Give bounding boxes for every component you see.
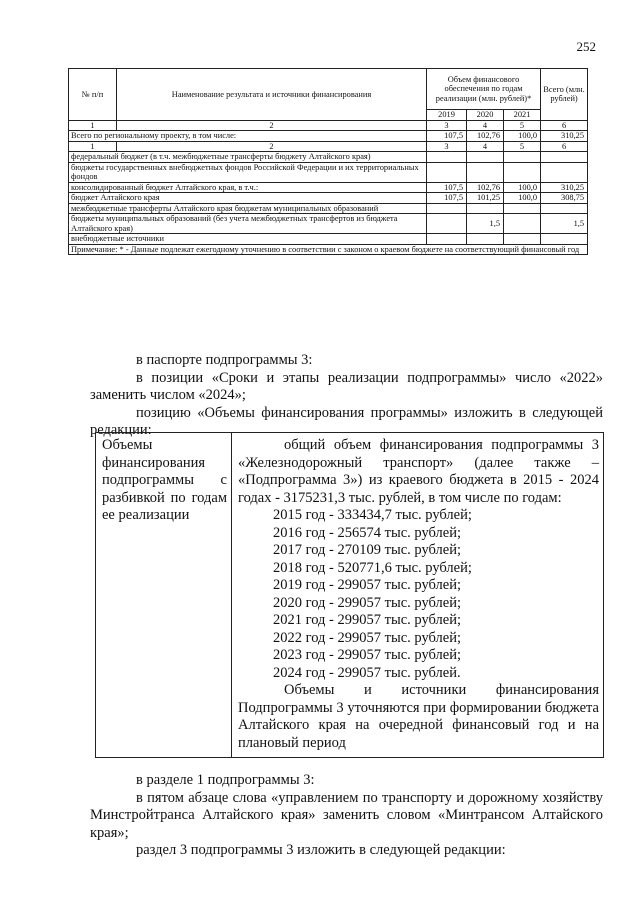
value-cell: 310,25 [541, 182, 588, 193]
value-cell [504, 162, 541, 182]
value-cell [427, 214, 467, 234]
header-year: 2021 [504, 110, 541, 121]
year-amount: 2020 год - 299057 тыс. рублей; [273, 594, 461, 611]
header-name: Наименование результата и источники финансирования [117, 69, 427, 121]
row-label: межбюджетные трансферты Алтайского края бюджетам муниципальных образований [69, 203, 427, 214]
index-cell: 5 [504, 120, 541, 131]
table-index-row [69, 141, 588, 152]
table-row [69, 214, 588, 234]
table-row [69, 162, 588, 182]
row-label: бюджеты государственных внебюджетных фондов Российской Федерации и их территориальных фондов [69, 162, 427, 182]
row-label: консолидированный бюджет Алтайского края, в т.ч.: [69, 182, 427, 193]
year-amount: 2022 год - 299057 тыс. рублей; [273, 629, 461, 646]
instructions-block-2 [90, 772, 603, 860]
index-cell: 3 [427, 120, 467, 131]
year-amount: 2024 год - 299057 тыс. рублей. [273, 664, 461, 681]
row-label: бюджет Алтайского края [69, 193, 427, 204]
paragraph: в пятом абзаце слова «управлением по транспорту и дорожному хозяйству Минстройтранса Алтайского края» заменить словом «Минтрансом Алтайского края»; [90, 789, 603, 841]
value-cell: 101,25 [467, 193, 504, 204]
value-cell [504, 152, 541, 163]
financing-table [68, 68, 588, 255]
paragraph: в разделе 1 подпрограммы 3: [136, 772, 315, 788]
table-row [69, 182, 588, 193]
table-row [69, 193, 588, 204]
index-cell: 4 [467, 120, 504, 131]
year-amount: 2023 год - 299057 тыс. рублей; [273, 647, 461, 663]
index-cell: 6 [541, 120, 588, 131]
passport-field-value [232, 433, 604, 758]
header-total: Всего (млн. рублей) [541, 69, 588, 121]
header-num: № п/п [69, 69, 117, 121]
value-cell: 100,0 [504, 182, 541, 193]
value-cell: 107,5 [427, 131, 467, 142]
index-cell: 3 [427, 141, 467, 152]
page-number: 252 [576, 39, 596, 54]
value-cell: 310,25 [541, 131, 588, 142]
value-cell [541, 152, 588, 163]
year-amount: 2021 год - 299057 тыс. рублей; [273, 612, 461, 628]
table-note-row [69, 244, 588, 255]
value-cell [427, 162, 467, 182]
value-cell [427, 234, 467, 245]
table-row [69, 152, 588, 163]
value-cell [467, 203, 504, 214]
index-cell: 5 [504, 141, 541, 152]
paragraph: в позиции «Сроки и этапы реализации подпрограммы» число «2022» заменить числом «2024»; [90, 369, 603, 403]
header-year: 2019 [427, 110, 467, 121]
index-cell: 2 [117, 141, 427, 152]
value-cell [427, 203, 467, 214]
header-year: 2020 [467, 110, 504, 121]
table-total-row [69, 131, 588, 142]
value-cell: 102,76 [467, 182, 504, 193]
index-cell: 6 [541, 141, 588, 152]
value-cell [541, 203, 588, 214]
value-cell: 1,5 [541, 214, 588, 234]
value-cell: 107,5 [427, 182, 467, 193]
instructions-block-1 [90, 352, 603, 440]
value-cell: 100,0 [504, 193, 541, 204]
value-cell [427, 152, 467, 163]
index-cell: 4 [467, 141, 504, 152]
value-cell [467, 162, 504, 182]
value-cell [467, 234, 504, 245]
financing-rows [69, 152, 588, 245]
year-amount: 2017 год - 270109 тыс. рублей; [273, 542, 461, 558]
header-volume: Объем финансового обеспечения по годам реализации (млн. рублей)* [427, 69, 541, 110]
year-list [238, 507, 599, 682]
value-cell [541, 162, 588, 182]
value-cell: 107,5 [427, 193, 467, 204]
table-index-row [69, 120, 588, 131]
value-cell [467, 152, 504, 163]
year-amount: 2015 год - 333434,7 тыс. рублей; [273, 507, 472, 523]
value-cell [504, 234, 541, 245]
table-note: Примечание: * - Данные подлежат ежегодному уточнению в соответствии с законом о краевом бюджете на соответствующий финансовый год [69, 244, 588, 255]
year-amount: 2018 год - 520771,6 тыс. рублей; [273, 559, 472, 576]
value-cell [504, 203, 541, 214]
value-cell: 1,5 [467, 214, 504, 234]
year-amount: 2019 год - 299057 тыс. рублей; [273, 577, 461, 593]
value-cell: 102,76 [467, 131, 504, 142]
index-cell: 1 [69, 120, 117, 131]
table-row [69, 234, 588, 245]
value-cell: 308,75 [541, 193, 588, 204]
index-cell: 2 [117, 120, 427, 131]
year-amount: 2016 год - 256574 тыс. рублей; [273, 524, 461, 541]
passport-table [95, 432, 604, 758]
financing-closing: Объемы и источники финансирования Подпрограммы 3 уточняются при формировании бюджета Алтайского края на очередной финансовый год и на плановый период [238, 682, 599, 751]
value-cell [541, 234, 588, 245]
passport-field-name: Объемы финансирования подпрограммы с разбивкой по годам ее реализации [96, 433, 232, 758]
row-label: федеральный бюджет (в т.ч. межбюджетные трансферты бюджету Алтайского края) [69, 152, 427, 163]
passport-row [96, 433, 604, 758]
table-row [69, 203, 588, 214]
financing-intro: общий объем финансирования подпрограммы 3 «Железнодорожный транспорт» (далее также – «Подпрограмма 3») из краевого бюджета в 2015 - 2024 годах - 3175231,3 тыс. рублей, в том числе по годам: [238, 437, 599, 506]
index-cell: 1 [69, 141, 117, 152]
row-label: внебюджетные источники [69, 234, 427, 245]
table-header-row [69, 69, 588, 110]
value-cell [504, 214, 541, 234]
row-label: бюджеты муниципальных образований (без учета межбюджетных трансфертов из бюджета Алтайского края) [69, 214, 427, 234]
paragraph: в паспорте подпрограммы 3: [136, 352, 313, 368]
paragraph: позицию «Объемы финансирования программы» изложить в следующей редакции: [90, 404, 603, 438]
paragraph: раздел 3 подпрограммы 3 изложить в следующей редакции: [136, 842, 506, 858]
total-label: Всего по региональному проекту, в том числе: [69, 131, 427, 142]
value-cell: 100,0 [504, 131, 541, 142]
